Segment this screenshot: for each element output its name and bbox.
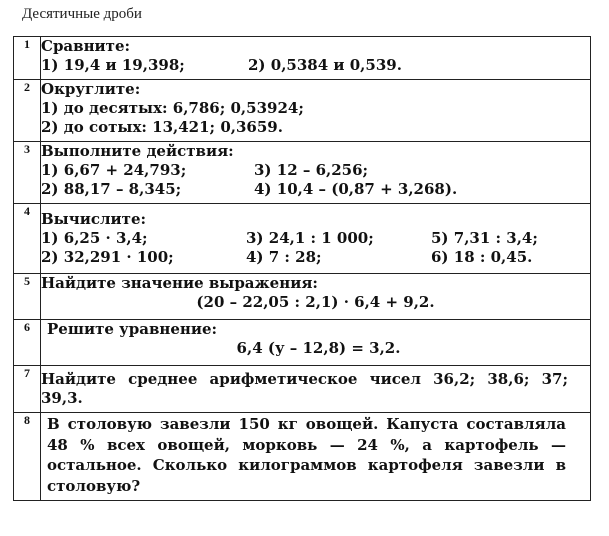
task-body — [41, 80, 591, 142]
task-item: 1) 6,25 · 3,4; — [41, 229, 148, 247]
task-title: Выполните действия: — [41, 142, 234, 160]
task-body — [41, 413, 591, 501]
task-item: 2) до сотых: 13,421; 0,3659. — [41, 118, 283, 136]
task-title: Вычислите: — [41, 210, 147, 228]
task-item: 3) 24,1 : 1 000; — [246, 229, 374, 247]
task-item: 1) 19,4 и 19,398; — [41, 56, 185, 74]
task-item: 6) 18 : 0,45. — [431, 248, 533, 266]
task-item: 2) 32,291 · 100; — [41, 248, 174, 266]
task-item: 4) 7 : 28; — [246, 248, 322, 266]
task-body — [41, 204, 591, 274]
task-row-4 — [14, 204, 591, 274]
task-item: 2) 88,17 – 8,345; — [41, 180, 182, 198]
task-number: 7 — [14, 366, 41, 413]
task-body — [41, 37, 591, 80]
tasks-table — [13, 36, 591, 501]
task-expression: 6,4 (у – 12,8) = 3,2. — [236, 339, 401, 357]
task-number: 2 — [14, 80, 41, 142]
task-item: 1) до десятых: 6,786; 0,53924; — [41, 99, 304, 117]
task-row-8 — [14, 413, 591, 501]
task-number: 4 — [14, 204, 41, 274]
task-text: Найдите среднее арифметическое чисел 36,2; 38,6; 37; 39,3. — [41, 370, 568, 407]
task-row-5 — [14, 274, 591, 320]
task-text: В столовую завезли 150 кг овощей. Капуста составляла 48 % всех овощей, морковь — 24 %, а картофель — остальное. Сколько килограммов картофеля завезли в столовую? — [47, 415, 566, 495]
task-items-row — [41, 180, 590, 199]
task-item: 5) 7,31 : 3,4; — [431, 229, 538, 247]
task-item: 3) 12 – 6,256; — [254, 161, 369, 179]
task-number: 3 — [14, 142, 41, 204]
task-body — [41, 366, 591, 413]
task-number: 5 — [14, 274, 41, 320]
task-row-6 — [14, 320, 591, 366]
task-row-3 — [14, 142, 591, 204]
task-items-row — [41, 161, 590, 180]
page-title: Десятичные дроби — [22, 6, 142, 22]
task-row-1 — [14, 37, 591, 80]
task-items-row — [41, 248, 590, 267]
task-number: 6 — [14, 320, 41, 366]
task-body — [41, 320, 591, 366]
task-title: Найдите значение выражения: — [41, 274, 318, 292]
task-number: 1 — [14, 37, 41, 80]
task-item: 2) 0,5384 и 0,539. — [248, 56, 402, 74]
task-item: 4) 10,4 – (0,87 + 3,268). — [254, 180, 458, 198]
task-items — [41, 56, 590, 75]
task-items-row — [41, 229, 590, 248]
task-title: Сравните: — [41, 37, 131, 55]
task-title: Решите уравнение: — [47, 320, 218, 338]
task-title: Округлите: — [41, 80, 141, 98]
task-item: 1) 6,67 + 24,793; — [41, 161, 187, 179]
task-row-2 — [14, 80, 591, 142]
task-row-7 — [14, 366, 591, 413]
task-body — [41, 274, 591, 320]
task-expression: (20 – 22,05 : 2,1) · 6,4 + 9,2. — [196, 293, 435, 311]
task-number: 8 — [14, 413, 41, 501]
task-body — [41, 142, 591, 204]
